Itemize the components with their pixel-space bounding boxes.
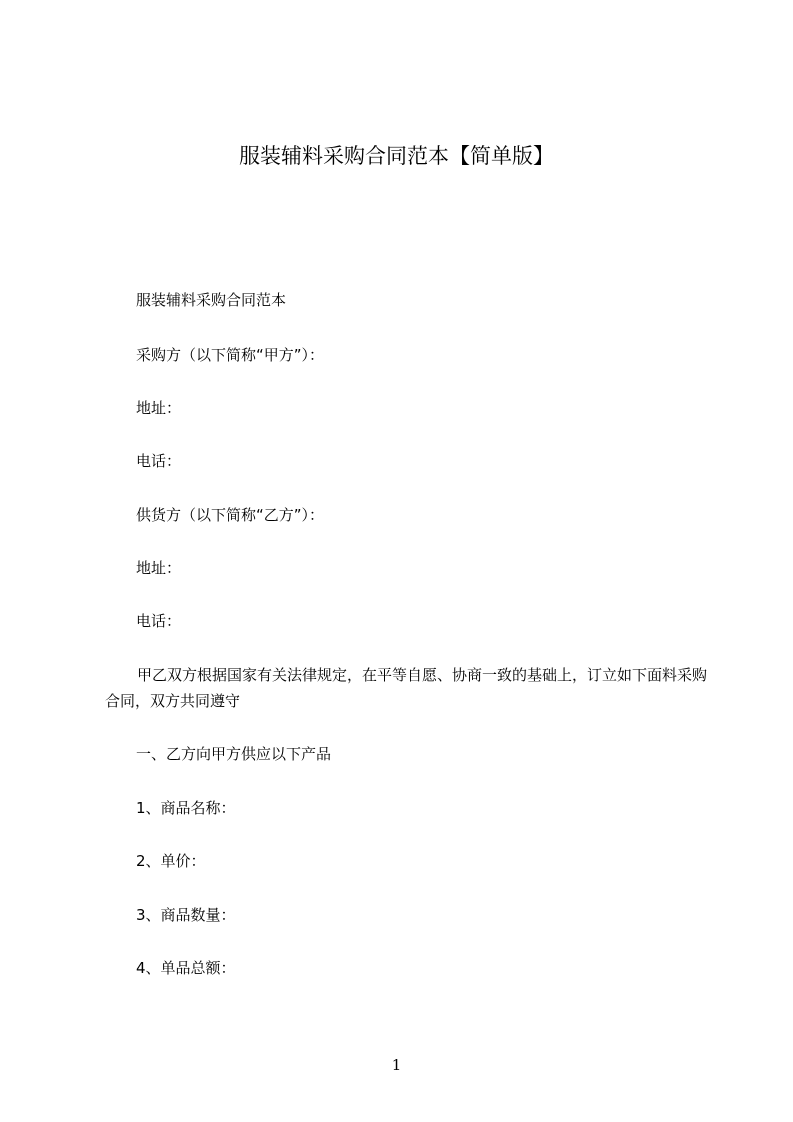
item-quantity: 3、商品数量： [136, 906, 236, 924]
supplier-phone-label: 电话： [136, 612, 182, 630]
supplier-address-label: 地址： [136, 559, 182, 577]
page-number: 1 [391, 1056, 402, 1074]
section-one-heading: 一、乙方向甲方供应以下产品 [136, 745, 332, 763]
buyer-phone-label: 电话： [136, 452, 182, 470]
buyer-address-label: 地址： [136, 399, 182, 417]
buyer-label: 采购方（以下简称“甲方”）： [136, 346, 325, 364]
item-unit-price: 2、单价： [136, 852, 206, 870]
item-total-amount: 4、单品总额： [136, 959, 236, 977]
supplier-label: 供货方（以下简称“乙方”）： [136, 506, 325, 524]
intro-paragraph: 甲乙双方根据国家有关法律规定，在平等自愿、协商一致的基础上，订立如下面料采购合同，双方共同遵守 [105, 666, 708, 710]
contract-heading: 服装辅料采购合同范本 [136, 291, 287, 309]
document-title: 服装辅料采购合同范本【简单版】 [239, 144, 554, 168]
item-product-name: 1、商品名称： [136, 799, 236, 817]
